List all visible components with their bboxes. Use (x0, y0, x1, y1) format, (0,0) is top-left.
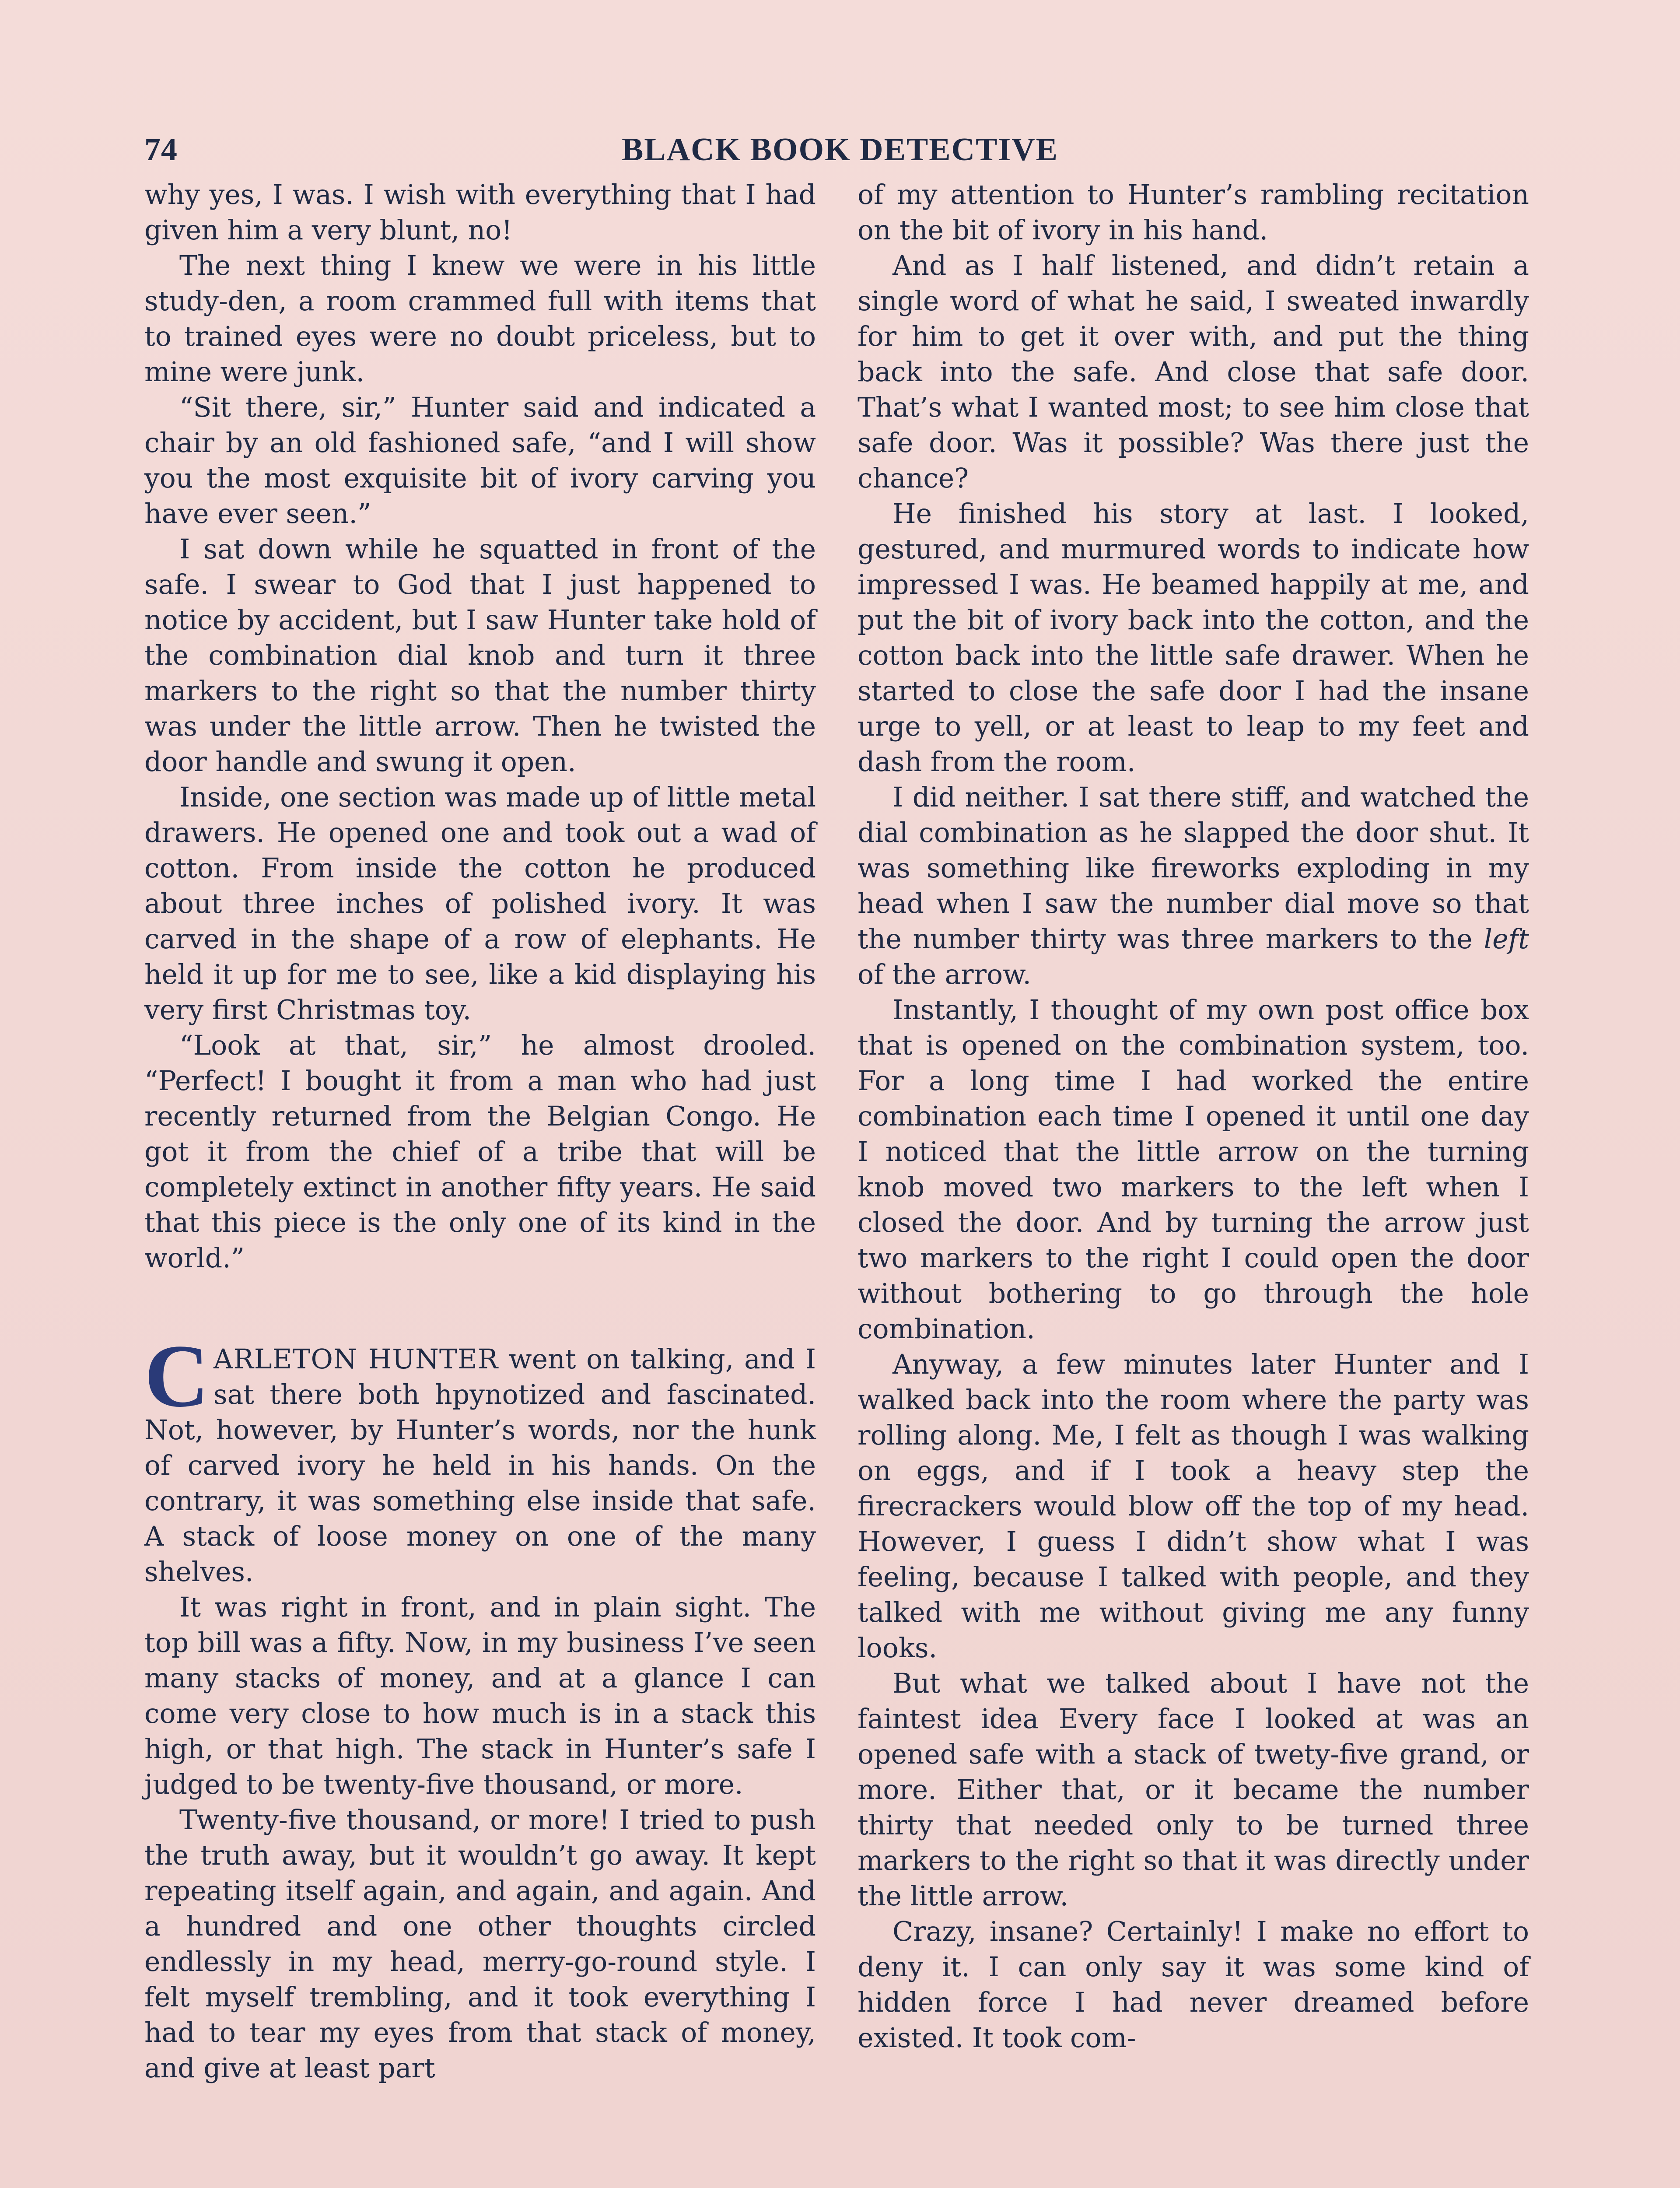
paragraph: I did neither. I sat there stiff, and watched the dial combination as he slapped the door shut. It was something like fireworks exploding in my head when I saw the number dial move so that the number thirty was three markers to the left of the arrow. (858, 782, 1529, 990)
paragraph: He finished his story at last. I looked, gestured, and murmured words to indicate how impressed I was. He beamed happily at me, and put the bit of ivory back into the cotton, and the cotton back into the little safe drawer. When he started to close the safe door I had the insane urge to yell, or at least to leap to my feet and dash from the room. (858, 498, 1529, 778)
paragraph: “Look at that, sir,” he almost drooled. “Perfect! I bought it from a man who had just recently returned from the Belgian Congo. He got it from the chief of a tribe that will be completely extinct in another fifty years. He said that this piece is the only one of its kind in the world.” (144, 1030, 816, 1274)
right-column (858, 177, 1529, 2056)
paragraph: “Sit there, sir,” Hunter said and indicated a chair by an old fashioned safe, “and I will show you the most exquisite bit of ivory carving you have ever seen.” (144, 392, 816, 529)
section-break (144, 1276, 816, 1342)
paragraph: It was right in front, and in plain sight. The top bill was a fifty. Now, in my business I’ve seen many stacks of money, and at a glance I can come very close to how much is in a stack this high, or that high. The stack in Hunter’s safe I judged to be twenty-five thousand, or more. (144, 1592, 816, 1800)
paragraph: Anyway, a few minutes later Hunter and I walked back into the room where the party was rolling along. Me, I felt as though I was walking on eggs, and if I took a heavy step the firecrackers would blow off the top of my head. However, I guess I didn’t show what I was feeling, because I talked with people, and they talked with me without giving me any funny looks. (858, 1349, 1529, 1664)
lead-text: went on talking, and I sat there both hpynotized and fascinated. Not, however, by Hunter’s words, nor the hunk of carved ivory he held in his hands. On the contrary, it was something else inside that safe. A stack of loose money on one of the many shelves. (144, 1343, 816, 1588)
section-opening-paragraph (144, 1326, 816, 1590)
text-columns (144, 177, 1536, 2188)
left-column (144, 177, 816, 2086)
paragraph: why yes, I was. I wish with everything that I had given him a very blunt, no! (144, 179, 816, 246)
paragraph: Inside, one section was made up of little metal drawers. He opened one and took out a wad of cotton. From inside the cotton he produced about three inches of polished ivory. It was carved in the shape of a row of elephants. He held it up for me to see, like a kid displaying his very first Christmas toy. (144, 782, 816, 1026)
paragraph: The next thing I knew we were in his little study-den, a room crammed full with items that to trained eyes were no doubt priceless, but to mine were junk. (144, 250, 816, 388)
paragraph: Crazy, insane? Certainly! I make no effort to deny it. I can only say it was some kind of hidden force I had never dreamed before existed. It took com- (858, 1916, 1529, 2054)
paragraph: of my attention to Hunter’s rambling recitation on the bit of ivory in his hand. (858, 179, 1529, 246)
paragraph: And as I half listened, and didn’t retain a single word of what he said, I sweated inwardly for him to get it over with, and put the thing back into the safe. And close that safe door. That’s what I wanted most; to see him close that safe door. Was it possible? Was there just the chance? (858, 250, 1529, 494)
lead-caps: ARLETON HUNTER (214, 1343, 499, 1375)
page-number: 74 (144, 132, 178, 168)
running-head: BLACK BOOK DETECTIVE (621, 132, 1059, 168)
paragraph: I sat down while he squatted in front of the safe. I swear to God that I just happened to notice by accident, but I saw Hunter take hold of the combination dial knob and turn it three markers to the right so that the number thirty was under the little arrow. Then he twisted the door handle and swung it open. (144, 533, 816, 778)
page-header (144, 131, 1536, 175)
emphasis: left (1484, 923, 1529, 955)
paragraph: Instantly, I thought of my own post office box that is opened on the combination system, too. For a long time I had worked the entire combination each time I opened it until one day I noticed that the little arrow on the turning knob moved two markers to the left when I closed the door. And by turning the arrow just two markers to the right I could open the door without bothering to go through the hole combination. (858, 994, 1529, 1345)
paragraph: But what we talked about I have not the faintest idea Every face I looked at was an opened safe with a stack of twety-five grand, or more. Either that, or it became the number thirty that needed only to be turned three markers to the right so that it was directly under the little arrow. (858, 1668, 1529, 1912)
paragraph: Twenty-five thousand, or more! I tried to push the truth away, but it wouldn’t go away. It kept repeating itself again, and again, and again. And a hundred and one other thoughts circled endlessly in my head, merry-go-round style. I felt myself trembling, and it took everything I had to tear my eyes from that stack of money, and give at least part (144, 1804, 816, 2084)
drop-cap: C (144, 1326, 210, 1426)
